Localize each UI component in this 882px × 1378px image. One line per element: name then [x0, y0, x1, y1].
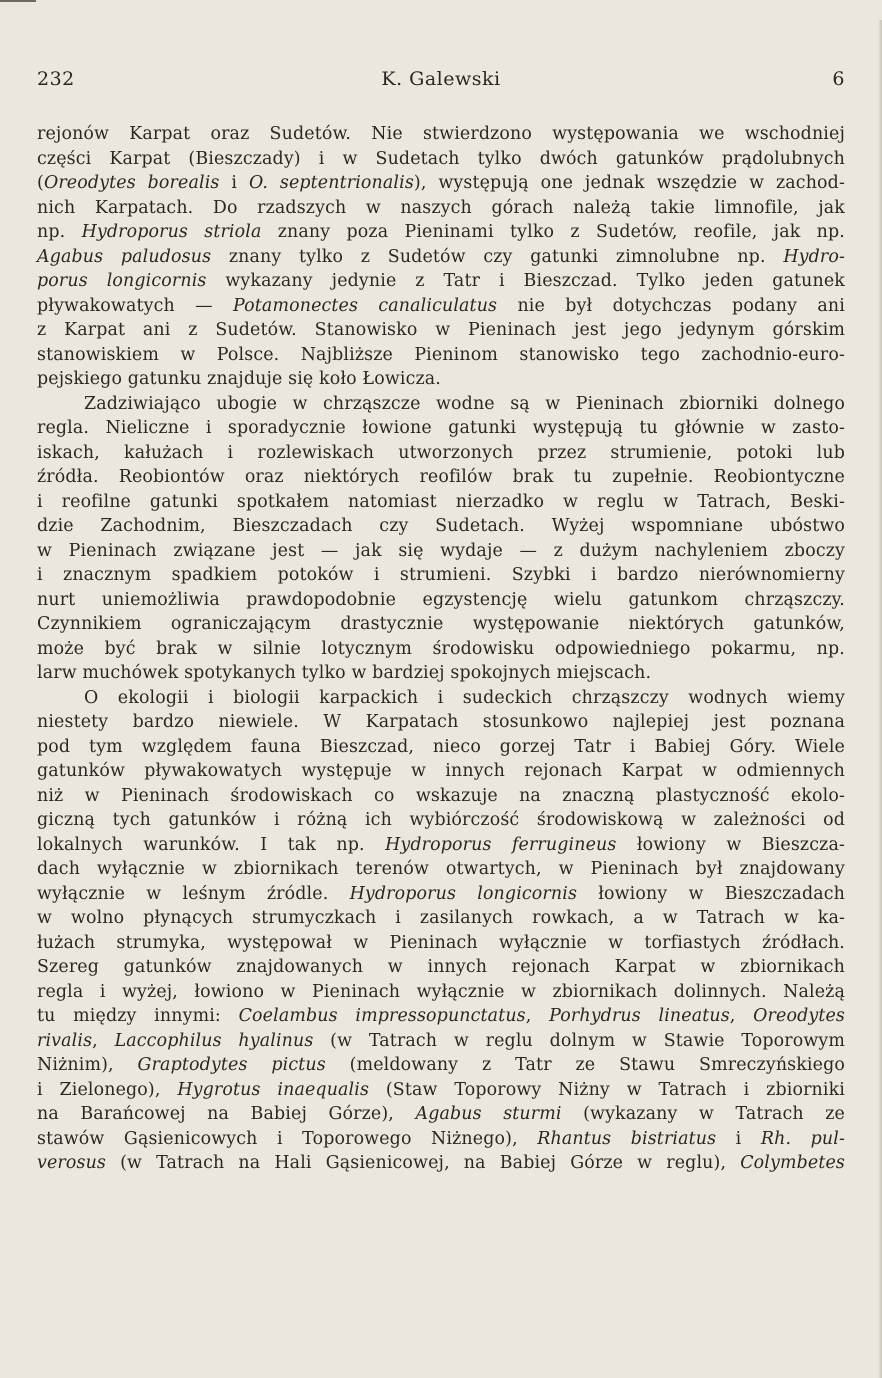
text-line	[37, 906, 845, 931]
text-line	[37, 955, 845, 980]
text-run: (w Tatrach w reglu dolnym w Stawie Toporowym	[313, 1030, 845, 1051]
text-run: gatunków pływakowatych występuje w innych rejonach Karpat w odmiennych	[37, 761, 845, 781]
text-line	[37, 220, 845, 245]
text-line	[37, 196, 845, 221]
species-name: Hydroporus longicornis	[349, 883, 578, 904]
text-line	[37, 318, 845, 343]
species-name: verosus	[37, 1153, 106, 1173]
text-line	[37, 784, 845, 809]
species-name: Hydroporus ferrugineus	[385, 834, 617, 855]
text-line	[37, 735, 845, 760]
text-run: łowiony w Bieszczadach	[577, 883, 845, 904]
text-run: dach wyłącznie w zbiornikach terenów otwartych, w Pieninach był znajdowany	[37, 859, 845, 879]
text-run: (meldowany z Tatr ze Stawu Smreczyńskiego	[325, 1055, 845, 1075]
text-run: dzie Zachodnim, Bieszczadach czy Sudetach. Wyżej wspomniane ubóstwo	[37, 516, 845, 536]
text-run: niestety bardzo niewiele. W Karpatach stosunkowo najlepiej jest poznana	[37, 712, 845, 732]
text-line	[37, 808, 845, 833]
text-run: źródła. Reobiontów oraz niektórych reofilów brak tu zupełnie. Reobiontyczne	[37, 467, 845, 487]
text-line	[37, 1053, 845, 1078]
text-line	[37, 490, 845, 515]
text-run: ,	[729, 1006, 754, 1026]
text-run: rejonów Karpat oraz Sudetów. Nie stwierdzono występowania we wschodniej	[37, 124, 845, 144]
text-run: wyłącznie w leśnym źródle.	[37, 883, 350, 904]
text-run: nich Karpatach. Do rzadszych w naszych górach należą takie limnofile, jak	[37, 197, 845, 218]
text-run: części Karpat (Bieszczady) i w Sudetach tylko dwóch gatunków prądolubnych	[37, 148, 845, 169]
text-run: O ekologii i biologii karpackich i sudeckich chrząszczy wodnych wiemy	[84, 687, 845, 708]
text-line	[37, 1127, 845, 1152]
text-line	[37, 539, 845, 564]
text-line	[37, 147, 845, 172]
text-line	[37, 343, 845, 368]
species-name: Coelambus impressopunctatus	[238, 1006, 526, 1026]
text-line	[37, 1078, 845, 1103]
species-name: Rhantus bistriatus	[537, 1128, 717, 1149]
text-run: i	[716, 1128, 761, 1149]
species-name: Laccophilus hyalinus	[114, 1030, 314, 1051]
text-run: regla i wyżej, łowiono w Pieninach wyłącznie w zbiornikach dolinnych. Należą	[37, 981, 845, 1002]
text-line	[37, 392, 845, 417]
text-run: ,	[92, 1030, 115, 1051]
text-line	[37, 416, 845, 441]
species-name: Hygrotus inaequalis	[177, 1079, 370, 1100]
species-name: Oreodytes borealis	[43, 173, 220, 193]
text-line	[37, 710, 845, 735]
text-run: w Pieninach związane jest — jak się wydaje — z dużym nachyleniem zboczy	[37, 540, 845, 561]
text-line	[37, 1029, 845, 1054]
text-run: ,	[525, 1006, 550, 1026]
text-run: na Barańcowej na Babiej Górze),	[37, 1104, 416, 1124]
species-name: Hydro-	[783, 246, 845, 267]
species-name: Porhydrus lineatus	[549, 1006, 730, 1026]
text-line	[37, 759, 845, 784]
text-run: i	[219, 173, 249, 193]
text-line	[37, 882, 845, 907]
species-name: Rh. pul-	[760, 1128, 845, 1149]
text-run: ), występują one jednak wszędzie w zachod-	[413, 173, 845, 193]
text-line	[37, 122, 845, 147]
text-run: i Zielonego),	[37, 1079, 178, 1100]
text-run: łowiony w Bieszcza-	[616, 834, 845, 855]
species-name: Graptodytes pictus	[137, 1055, 326, 1075]
text-run: nie był dotychczas podany ani	[497, 295, 845, 316]
text-line	[37, 171, 845, 196]
text-line	[37, 269, 845, 294]
text-run: Szereg gatunków znajdowanych w innych rejonach Karpat w zbiornikach	[37, 957, 845, 977]
text-run: stawów Gąsienicowych i Toporowego Niżnego),	[37, 1128, 538, 1149]
text-run: (Staw Toporowy Niżny w Tatrach i zbiorniki	[369, 1079, 845, 1100]
text-line	[37, 588, 845, 613]
text-run: (wykazany w Tatrach ze	[561, 1104, 846, 1124]
text-line	[37, 245, 845, 270]
running-header	[37, 68, 845, 98]
text-line	[37, 441, 845, 466]
text-run: Niżnim),	[37, 1055, 138, 1075]
text-run: regla. Nieliczne i sporadycznie łowione gatunki występują tu głównie w zasto-	[37, 418, 845, 438]
species-name: Colymbetes	[740, 1153, 845, 1173]
species-name: Agabus sturmi	[415, 1104, 562, 1124]
text-run: i reofilne gatunki spotkałem natomiast nierzadko w reglu w Tatrach, Beski-	[37, 491, 845, 512]
text-run: pejskiego gatunku znajduje się koło Łowicza.	[37, 369, 441, 389]
text-line	[37, 514, 845, 539]
text-run: może być brak w silnie lotycznym środowisku odpowiedniego pokarmu, np.	[37, 638, 845, 659]
text-run: giczną tych gatunków i różną ich wybiórczość środowiskową w zależności od	[37, 810, 845, 830]
text-line	[37, 637, 845, 662]
text-line	[37, 612, 845, 637]
text-run: z Karpat ani z Sudetów. Stanowisko w Pieninach jest jego jedynym górskim	[37, 320, 845, 340]
text-line	[37, 367, 845, 392]
text-run: wykazany jedynie z Tatr i Bieszczad. Tylko jeden gatunek	[206, 271, 845, 291]
text-line	[37, 661, 845, 686]
text-line	[37, 1004, 845, 1029]
section-number: 6	[832, 68, 845, 90]
text-run: tu między innymi:	[37, 1006, 239, 1026]
text-run: iskach, kałużach i rozlewiskach utworzonych przez strumienie, potoki lub	[37, 442, 845, 463]
text-run: (w Tatrach na Hali Gąsienicowej, na Babiej Górze w reglu),	[106, 1153, 741, 1173]
text-line	[37, 1151, 845, 1176]
text-run: niż w Pieninach środowiskach co wskazuje na znaczną plastyczność ekolo-	[37, 785, 845, 806]
text-line	[37, 857, 845, 882]
running-author: K. Galewski	[381, 68, 501, 90]
text-run: larw muchówek spotykanych tylko w bardziej spokojnych miejscach.	[37, 663, 652, 683]
species-name: rivalis	[37, 1030, 93, 1051]
text-run: znany tylko z Sudetów czy gatunki zimnolubne np.	[211, 246, 784, 267]
body-text	[37, 122, 845, 1176]
text-run: nurt uniemożliwia prawdopodobnie egzystencję wielu gatunkom chrząszczy.	[37, 589, 845, 610]
text-line	[37, 833, 845, 858]
text-line	[37, 686, 845, 711]
text-line	[37, 1102, 845, 1127]
text-run: (	[37, 173, 44, 193]
text-run: lokalnych warunków. I tak np.	[37, 834, 386, 855]
text-run: np.	[37, 222, 82, 242]
page-number: 232	[37, 68, 75, 90]
text-run: w wolno płynących strumyczkach i zasilanych rowkach, a w Tatrach w ka-	[37, 908, 845, 928]
text-run: i znacznym spadkiem potoków i strumieni. Szybki i bardzo nierównomierny	[37, 565, 845, 585]
species-name: Agabus paludosus	[37, 246, 212, 267]
text-line	[37, 931, 845, 956]
page-edge-shadow	[878, 20, 882, 1378]
species-name: Oreodytes	[753, 1006, 845, 1026]
text-line	[37, 465, 845, 490]
text-run: znany poza Pieninami tylko z Sudetów, reofile, jak np.	[261, 222, 845, 242]
species-name: Potamonectes canaliculatus	[233, 295, 498, 316]
text-run: Zadziwiająco ubogie w chrząszcze wodne są w Pieninach zbiorniki dolnego	[84, 393, 845, 414]
text-run: pływakowatych —	[37, 295, 234, 316]
text-run: pod tym względem fauna Bieszczad, nieco gorzej Tatr i Babiej Góry. Wiele	[37, 736, 845, 757]
text-run: Czynnikiem ograniczającym drastycznie występowanie niektórych gatunków,	[37, 614, 845, 634]
page-edge-mark	[0, 0, 36, 2]
species-name: O. septentrionalis	[248, 173, 414, 193]
text-line	[37, 980, 845, 1005]
text-run: łużach strumyka, występował w Pieninach wyłącznie w torfiastych źródłach.	[37, 932, 845, 953]
text-line	[37, 294, 845, 319]
text-run: stanowiskiem w Polsce. Najbliższe Pieninom stanowisko tego zachodnio-euro-	[37, 344, 845, 365]
text-line	[37, 563, 845, 588]
species-name: porus longicornis	[37, 271, 207, 291]
species-name: Hydroporus striola	[81, 222, 262, 242]
